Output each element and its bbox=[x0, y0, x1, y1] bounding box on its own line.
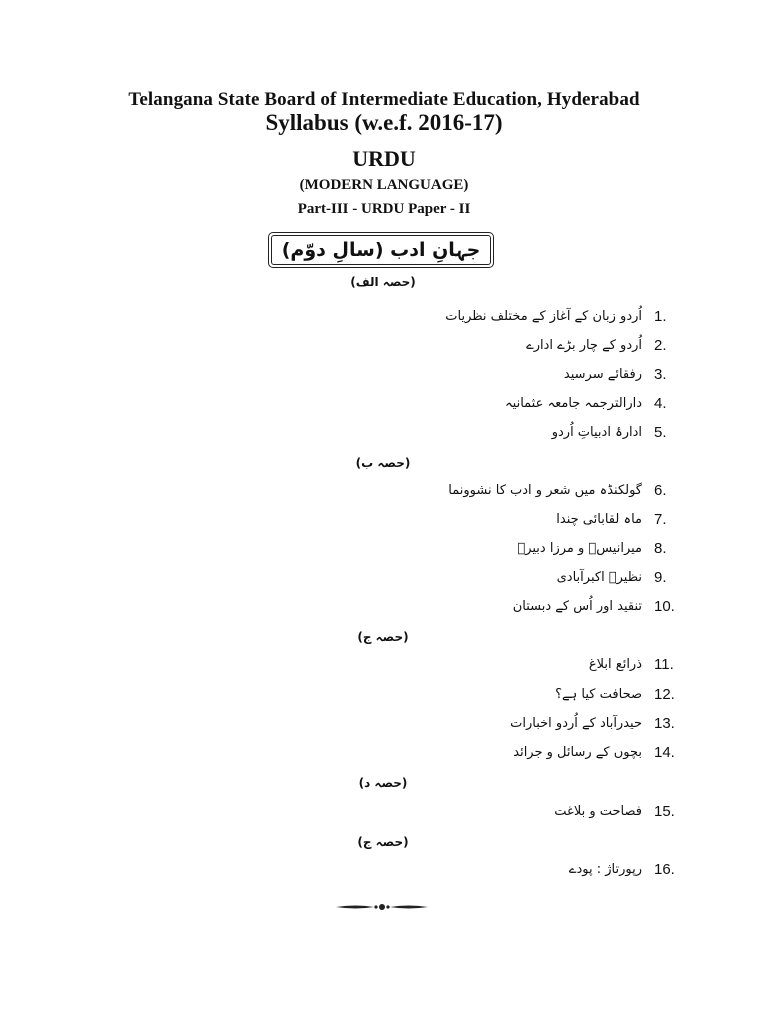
item-number: 14. bbox=[654, 744, 675, 761]
item-title: رپورتاژ : پودے bbox=[568, 862, 642, 877]
item-number: 7. bbox=[654, 511, 667, 528]
item-title: اُردو کے چار بڑے ادارے bbox=[526, 338, 642, 353]
list-item bbox=[0, 684, 768, 706]
list-item bbox=[0, 480, 768, 502]
item-title: ذرائع ابلاغ bbox=[588, 657, 642, 672]
item-title: میرانیسؔ و مرزا دبیرؔ bbox=[517, 541, 642, 556]
item-number: 2. bbox=[654, 337, 667, 354]
item-title: نظیرؔ اکبرآبادی bbox=[556, 570, 642, 585]
list-item bbox=[0, 596, 768, 618]
list-item bbox=[0, 335, 768, 357]
item-number: 6. bbox=[654, 482, 667, 499]
item-number: 12. bbox=[654, 686, 675, 703]
section-heading-b: (حصہ ب) bbox=[355, 456, 411, 470]
section-heading-a: (حصہ الف) bbox=[350, 275, 416, 289]
list-item bbox=[0, 742, 768, 764]
list-item bbox=[0, 393, 768, 415]
item-title: بچوں کے رسائل و جرائد bbox=[513, 745, 642, 760]
ornament-divider bbox=[336, 900, 428, 914]
list-item bbox=[0, 859, 768, 881]
item-title: حیدرآباد کے اُردو اخبارات bbox=[510, 716, 642, 731]
section-heading-e: (حصہ ج) bbox=[357, 835, 409, 849]
item-number: 4. bbox=[654, 395, 667, 412]
list-item bbox=[0, 654, 768, 676]
item-title: اُردو زبان کے آغاز کے مختلف نظریات bbox=[445, 309, 642, 324]
item-title: ماہ لقابائی چندا bbox=[556, 512, 642, 527]
list-item bbox=[0, 364, 768, 386]
list-item bbox=[0, 567, 768, 589]
item-number: 9. bbox=[654, 569, 667, 586]
section-heading-c: (حصہ ج) bbox=[357, 630, 409, 644]
item-number: 15. bbox=[654, 803, 675, 820]
list-item bbox=[0, 801, 768, 823]
item-title: ادارۂ ادبیاتِ اُردو bbox=[551, 425, 642, 440]
book-title-box bbox=[268, 232, 494, 268]
paper-title: Part-III - URDU Paper - II bbox=[297, 201, 471, 217]
item-number: 16. bbox=[654, 861, 675, 878]
item-number: 5. bbox=[654, 424, 667, 441]
item-number: 1. bbox=[654, 308, 667, 325]
section-heading-d: (حصہ د) bbox=[358, 776, 408, 790]
list-item bbox=[0, 422, 768, 444]
item-number: 11. bbox=[654, 656, 674, 673]
item-number: 13. bbox=[654, 715, 675, 732]
subject-title: URDU bbox=[352, 146, 416, 171]
item-title: صحافت کیا ہے؟ bbox=[555, 687, 642, 702]
list-item bbox=[0, 538, 768, 560]
item-title: رفقائے سرسید bbox=[563, 367, 642, 382]
item-title: تنقید اور اُس کے دبستان bbox=[512, 599, 642, 614]
list-item bbox=[0, 713, 768, 735]
item-title: گولکنڈہ میں شعر و ادب کا نشوونما bbox=[448, 483, 642, 498]
book-title: جہانِ ادب (سالِ دوّم) bbox=[281, 239, 481, 261]
list-item bbox=[0, 509, 768, 531]
item-title: فصاحت و بلاغت bbox=[554, 804, 642, 819]
item-number: 8. bbox=[654, 540, 667, 557]
item-number: 3. bbox=[654, 366, 667, 383]
board-name: Telangana State Board of Intermediate Education, Hyderabad bbox=[128, 89, 640, 110]
syllabus-title: Syllabus (w.e.f. 2016-17) bbox=[265, 110, 503, 135]
item-number: 10. bbox=[654, 598, 675, 615]
language-type: (MODERN LANGUAGE) bbox=[299, 177, 469, 193]
item-title: دارالترجمہ جامعہ عثمانیہ bbox=[505, 396, 642, 411]
list-item bbox=[0, 306, 768, 328]
